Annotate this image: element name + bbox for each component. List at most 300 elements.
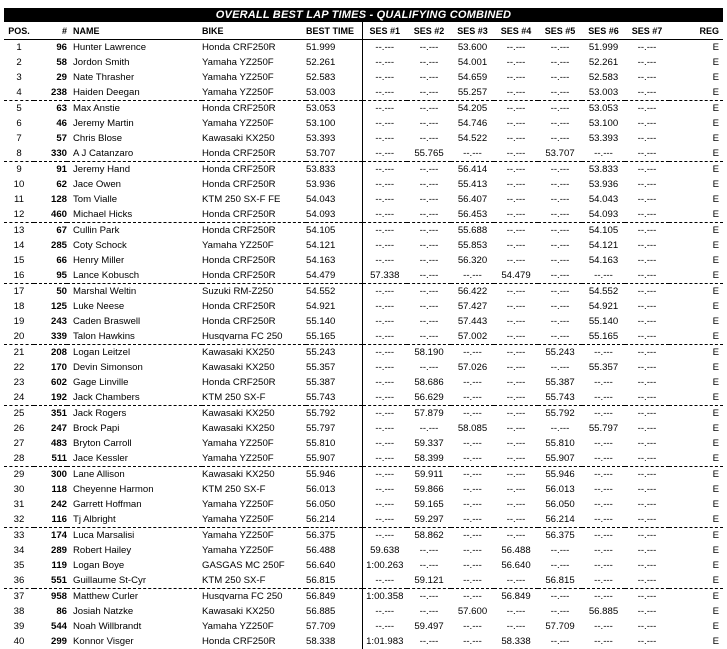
reg-cell: E (712, 545, 719, 556)
ses2-cell: --.--- (419, 179, 439, 190)
name-cell: Cullin Park (73, 225, 120, 236)
ses4-cell: --.--- (506, 194, 526, 205)
best-time-cell: 52.261 (306, 57, 336, 68)
ses1-cell: --.--- (362, 116, 407, 131)
ses6-cell: --.--- (582, 451, 625, 467)
ses7-cell: --.--- (637, 72, 657, 83)
best-time-cell: 53.003 (306, 85, 362, 101)
col-header-ses4: SES #4 (494, 22, 538, 40)
ses7-cell: --.--- (625, 451, 669, 467)
ses1-cell: --.--- (362, 619, 407, 634)
ses3-cell: 56.407 (457, 194, 488, 205)
ses3-cell: --.--- (463, 438, 482, 449)
ses2-cell: --.--- (419, 240, 439, 251)
ses4-cell: --.--- (506, 57, 526, 68)
ses6-cell: 53.393 (588, 133, 619, 144)
table-row (4, 268, 723, 284)
reg-cell: E (712, 591, 719, 602)
table-row (4, 619, 723, 634)
ses4-cell: --.--- (506, 408, 526, 419)
bike-cell: Honda CRF250R (202, 42, 276, 53)
ses4-cell: 58.338 (501, 636, 531, 647)
bike-cell: Yamaha YZ250F (202, 512, 306, 528)
ses4-cell: --.--- (506, 316, 526, 327)
best-time-cell: 54.093 (306, 207, 362, 223)
ses6-cell: --.--- (594, 560, 613, 571)
ses7-cell: --.--- (637, 316, 657, 327)
table-row (4, 573, 723, 589)
ses2-cell: --.--- (419, 164, 439, 175)
bike-cell: Honda CRF250R (202, 301, 276, 312)
ses1-cell: --.--- (362, 375, 407, 390)
best-time-cell: 52.583 (306, 72, 336, 83)
number-cell: 339 (34, 329, 67, 345)
number-cell: 86 (56, 606, 67, 617)
number-cell: 285 (50, 240, 67, 251)
number-cell: 330 (34, 146, 67, 162)
best-time-cell: 56.885 (306, 606, 336, 617)
bike-cell: Yamaha YZ250F (202, 240, 274, 251)
best-time-cell: 56.050 (306, 499, 336, 510)
ses5-cell: --.--- (550, 133, 570, 144)
ses3-cell: --.--- (463, 636, 482, 647)
number-cell: 50 (56, 286, 67, 297)
ses3-cell: 55.853 (457, 240, 488, 251)
ses5-cell: 57.709 (545, 621, 575, 632)
col-header-name: NAME (67, 22, 202, 40)
ses2-cell: 59.337 (414, 438, 444, 449)
ses2-cell: --.--- (407, 268, 451, 284)
number-cell: 602 (50, 377, 67, 388)
ses4-cell: --.--- (506, 530, 526, 541)
ses4-cell: --.--- (494, 146, 538, 162)
table-row (4, 421, 723, 436)
results-body (4, 40, 723, 649)
bike-cell: Yamaha YZ250F (202, 72, 274, 83)
pos-cell: 1 (16, 42, 22, 53)
ses7-cell: --.--- (637, 42, 657, 53)
reg-cell: E (712, 469, 719, 480)
table-row (4, 207, 723, 223)
col-header-pos: POS. (4, 22, 34, 40)
ses4-cell: --.--- (506, 225, 526, 236)
ses7-cell: --.--- (625, 85, 669, 101)
ses5-cell: --.--- (550, 423, 570, 434)
ses6-cell: 54.093 (582, 207, 625, 223)
ses3-cell: 53.600 (457, 42, 488, 53)
pos-cell: 10 (13, 179, 25, 190)
results-table (4, 22, 723, 649)
pos-cell: 3 (16, 72, 22, 83)
bike-cell: Honda CRF250R (202, 179, 276, 190)
ses1-cell: --.--- (362, 390, 407, 406)
ses2-cell: 59.297 (407, 512, 451, 528)
ses4-cell: --.--- (494, 451, 538, 467)
table-row (4, 192, 723, 207)
ses3-cell: 54.001 (457, 57, 488, 68)
ses2-cell: 59.165 (414, 499, 444, 510)
ses2-cell: --.--- (419, 118, 439, 129)
ses7-cell: --.--- (637, 621, 657, 632)
ses7-cell: --.--- (637, 591, 657, 602)
best-time-cell: 53.100 (306, 118, 336, 129)
ses6-cell: --.--- (582, 146, 625, 162)
ses5-cell: --.--- (538, 268, 582, 284)
table-row (4, 131, 723, 146)
table-row (4, 497, 723, 512)
ses2-cell: 59.121 (407, 573, 451, 589)
pos-cell: 34 (13, 545, 25, 556)
ses2-cell: 58.862 (414, 530, 444, 541)
table-row (4, 40, 723, 56)
col-header-ses3: SES #3 (451, 22, 494, 40)
name-cell: Jordon Smith (73, 57, 130, 68)
col-header-bike: BIKE (202, 22, 306, 40)
ses3-cell: --.--- (463, 347, 482, 358)
name-cell: Devin Simonson (73, 362, 143, 373)
number-cell: 243 (50, 316, 67, 327)
ses1-cell: --.--- (362, 70, 407, 85)
best-time-cell: 53.707 (306, 146, 362, 162)
ses6-cell: 55.165 (582, 329, 625, 345)
ses4-cell: 56.488 (501, 545, 531, 556)
reg-cell: E (712, 164, 719, 175)
best-time-cell: 55.907 (306, 451, 362, 467)
bike-cell: Honda CRF250R (202, 225, 276, 236)
number-cell: 958 (50, 591, 67, 602)
ses4-cell: --.--- (506, 301, 526, 312)
ses1-cell: --.--- (362, 192, 407, 207)
ses3-cell: 57.600 (457, 606, 488, 617)
pos-cell: 28 (4, 451, 34, 467)
ses1-cell: --.--- (362, 421, 407, 436)
results-sheet (4, 0, 723, 649)
table-row (4, 482, 723, 497)
table-row (4, 85, 723, 101)
number-cell: 128 (50, 194, 67, 205)
bike-cell: GASGAS MC 250F (202, 560, 285, 571)
ses3-cell: --.--- (451, 390, 494, 406)
bike-cell: Honda CRF250R (202, 103, 276, 114)
best-time-cell: 55.797 (306, 423, 336, 434)
ses7-cell: --.--- (637, 484, 657, 495)
reg-cell: E (712, 72, 719, 83)
ses7-cell: --.--- (637, 362, 657, 373)
ses6-cell: 55.140 (588, 316, 619, 327)
number-cell: 174 (50, 530, 67, 541)
name-cell: Max Anstie (73, 103, 120, 114)
pos-cell: 23 (13, 377, 25, 388)
number-cell: 242 (50, 499, 67, 510)
ses1-cell: --.--- (362, 284, 407, 300)
ses4-cell: --.--- (506, 423, 526, 434)
ses5-cell: --.--- (550, 560, 570, 571)
best-time-cell: 54.121 (306, 240, 336, 251)
ses1-cell: --.--- (362, 436, 407, 451)
ses2-cell: --.--- (419, 255, 439, 266)
pos-cell: 6 (16, 118, 22, 129)
ses5-cell: --.--- (550, 636, 570, 647)
ses4-cell: --.--- (494, 390, 538, 406)
name-cell: Haiden Deegan (67, 85, 202, 101)
col-header-ses7: SES #7 (625, 22, 669, 40)
ses7-cell: --.--- (637, 423, 657, 434)
ses7-cell: --.--- (637, 469, 657, 480)
pos-cell: 26 (13, 423, 25, 434)
pos-cell: 12 (4, 207, 34, 223)
pos-cell: 35 (13, 560, 25, 571)
table-row (4, 390, 723, 406)
ses6-cell: 53.053 (588, 103, 619, 114)
ses6-cell: 54.921 (588, 301, 619, 312)
ses4-cell: --.--- (506, 606, 526, 617)
number-cell: 96 (56, 42, 67, 53)
ses1-cell: --.--- (362, 482, 407, 497)
name-cell: Nate Thrasher (73, 72, 135, 83)
ses1-cell: --.--- (362, 101, 407, 117)
ses3-cell: 55.688 (457, 225, 488, 236)
ses5-cell: 56.050 (545, 499, 575, 510)
name-cell: Coty Schock (73, 240, 127, 251)
ses2-cell: 58.686 (414, 377, 444, 388)
name-cell: Logan Boye (73, 560, 125, 571)
name-cell: Jack Rogers (73, 408, 127, 419)
name-cell: Noah Willbrandt (73, 621, 142, 632)
reg-cell: E (712, 560, 719, 571)
ses1-cell: --.--- (362, 299, 407, 314)
name-cell: Brock Papi (73, 423, 120, 434)
ses5-cell: --.--- (550, 591, 570, 602)
number-cell: 57 (56, 133, 67, 144)
report-title: OVERALL BEST LAP TIMES - QUALIFYING COMBINED (4, 8, 723, 22)
ses1-cell: --.--- (362, 146, 407, 162)
ses2-cell: --.--- (419, 423, 439, 434)
name-cell: Chris Blose (73, 133, 123, 144)
number-cell: 170 (50, 362, 67, 373)
name-cell: Tj Albright (67, 512, 202, 528)
ses4-cell: --.--- (506, 255, 526, 266)
ses6-cell: --.--- (594, 499, 613, 510)
ses6-cell: --.--- (594, 636, 613, 647)
table-row (4, 406, 723, 422)
reg-cell: E (669, 512, 723, 528)
name-cell: Gage Linville (73, 377, 129, 388)
ses7-cell: --.--- (637, 240, 657, 251)
bike-cell: Honda CRF250R (202, 207, 306, 223)
table-row (4, 299, 723, 314)
ses2-cell: 58.190 (414, 347, 444, 358)
pos-cell: 37 (13, 591, 25, 602)
number-cell: 63 (56, 103, 67, 114)
pos-cell: 16 (4, 268, 34, 284)
ses3-cell: 54.205 (457, 103, 488, 114)
ses2-cell: --.--- (407, 207, 451, 223)
reg-cell: E (712, 606, 719, 617)
ses3-cell: 54.522 (457, 133, 488, 144)
ses4-cell: --.--- (506, 469, 526, 480)
table-row (4, 604, 723, 619)
pos-cell: 36 (4, 573, 34, 589)
ses4-cell: --.--- (506, 499, 526, 510)
table-row (4, 238, 723, 253)
ses3-cell: 55.257 (451, 85, 494, 101)
bike-cell: Honda CRF250R (202, 316, 276, 327)
best-time-cell: 55.165 (306, 329, 362, 345)
reg-cell: E (712, 621, 719, 632)
reg-cell: E (712, 194, 719, 205)
bike-cell: Yamaha YZ250F (202, 451, 306, 467)
ses2-cell: --.--- (419, 194, 439, 205)
ses2-cell: --.--- (419, 42, 439, 53)
number-cell: 46 (56, 118, 67, 129)
ses5-cell: --.--- (550, 57, 570, 68)
reg-cell: E (669, 451, 723, 467)
name-cell: Cheyenne Harmon (73, 484, 154, 495)
col-header-best-time: BEST TIME (306, 22, 362, 40)
ses5-cell: --.--- (538, 207, 582, 223)
ses1-cell: 59.638 (362, 543, 407, 558)
table-row (4, 451, 723, 467)
pos-cell: 13 (13, 225, 25, 236)
reg-cell: E (712, 316, 719, 327)
best-time-cell: 56.013 (306, 484, 336, 495)
ses3-cell: 57.443 (457, 316, 488, 327)
name-cell: Michael Hicks (67, 207, 202, 223)
ses3-cell: --.--- (451, 146, 494, 162)
ses4-cell: --.--- (494, 573, 538, 589)
name-cell: Luca Marsalisi (73, 530, 135, 541)
table-row (4, 467, 723, 483)
pos-cell: 27 (13, 438, 25, 449)
ses6-cell: 53.100 (588, 118, 619, 129)
ses7-cell: --.--- (637, 57, 657, 68)
bike-cell: Kawasaki KX250 (202, 469, 275, 480)
name-cell: Jace Owen (73, 179, 121, 190)
reg-cell: E (712, 377, 719, 388)
ses4-cell: --.--- (506, 72, 526, 83)
ses6-cell: 56.885 (588, 606, 619, 617)
bike-cell: Honda CRF250R (202, 636, 276, 647)
best-time-cell: 56.640 (306, 560, 336, 571)
ses5-cell: --.--- (550, 286, 570, 297)
col-header-number: # (34, 22, 67, 40)
ses2-cell: --.--- (419, 57, 439, 68)
table-row (4, 329, 723, 345)
pos-cell: 25 (13, 408, 25, 419)
ses5-cell: 55.946 (545, 469, 575, 480)
name-cell: Jeremy Hand (73, 164, 131, 175)
ses4-cell: 56.640 (501, 560, 531, 571)
best-time-cell: 55.810 (306, 438, 336, 449)
ses5-cell: 55.810 (545, 438, 575, 449)
number-cell: 289 (50, 545, 67, 556)
bike-cell: Yamaha YZ250F (202, 621, 274, 632)
reg-cell: E (712, 438, 719, 449)
ses7-cell: --.--- (637, 118, 657, 129)
ses6-cell: 54.121 (588, 240, 619, 251)
name-cell: Logan Leitzel (73, 347, 131, 358)
ses3-cell: 58.085 (457, 423, 488, 434)
ses6-cell: 52.261 (588, 57, 619, 68)
ses7-cell: --.--- (625, 146, 669, 162)
ses1-cell: --.--- (362, 223, 407, 239)
ses7-cell: --.--- (625, 390, 669, 406)
table-row (4, 314, 723, 329)
ses3-cell: --.--- (463, 484, 482, 495)
reg-cell: E (712, 103, 719, 114)
number-cell: 62 (56, 179, 67, 190)
ses6-cell: 54.163 (588, 255, 619, 266)
ses3-cell: --.--- (463, 469, 482, 480)
ses4-cell: --.--- (506, 621, 526, 632)
ses4-cell: --.--- (506, 133, 526, 144)
ses4-cell: 54.479 (494, 268, 538, 284)
ses6-cell: --.--- (582, 573, 625, 589)
name-cell: Guillaume St-Cyr (67, 573, 202, 589)
ses4-cell: --.--- (506, 118, 526, 129)
best-time-cell: 54.163 (306, 255, 336, 266)
pos-cell: 29 (13, 469, 25, 480)
ses6-cell: --.--- (594, 484, 613, 495)
ses5-cell: --.--- (550, 362, 570, 373)
pos-cell: 24 (4, 390, 34, 406)
ses6-cell: --.--- (594, 469, 613, 480)
ses4-cell: --.--- (506, 240, 526, 251)
pos-cell: 33 (13, 530, 25, 541)
bike-cell: Kawasaki KX250 (202, 423, 275, 434)
table-row (4, 223, 723, 239)
ses5-cell: 55.792 (545, 408, 575, 419)
number-cell: 29 (56, 72, 67, 83)
number-cell: 91 (56, 164, 67, 175)
bike-cell: Suzuki RM-Z250 (202, 286, 274, 297)
name-cell: Bryton Carroll (73, 438, 132, 449)
number-cell: 118 (51, 484, 67, 495)
ses5-cell: 56.214 (538, 512, 582, 528)
ses2-cell: --.--- (419, 133, 439, 144)
ses3-cell: 56.414 (457, 164, 488, 175)
ses6-cell: 54.105 (588, 225, 619, 236)
reg-cell: E (712, 42, 719, 53)
table-row (4, 436, 723, 451)
table-row (4, 345, 723, 361)
ses4-cell: --.--- (506, 377, 526, 388)
ses6-cell: --.--- (582, 512, 625, 528)
ses4-cell: --.--- (506, 484, 526, 495)
ses5-cell: --.--- (550, 164, 570, 175)
ses5-cell: --.--- (550, 301, 570, 312)
pos-cell: 11 (14, 194, 24, 205)
bike-cell: Yamaha YZ250F (202, 438, 274, 449)
number-cell: 511 (34, 451, 67, 467)
ses5-cell: --.--- (550, 225, 570, 236)
table-row (4, 360, 723, 375)
name-cell: Konnor Visger (73, 636, 134, 647)
table-row (4, 70, 723, 85)
reg-cell: E (712, 499, 719, 510)
ses5-cell: 55.243 (545, 347, 575, 358)
pos-cell: 20 (4, 329, 34, 345)
reg-cell: E (712, 133, 719, 144)
number-cell: 483 (50, 438, 67, 449)
ses3-cell: 54.746 (457, 118, 488, 129)
reg-cell: E (669, 207, 723, 223)
name-cell: Marshal Weltin (73, 286, 137, 297)
ses1-cell: --.--- (362, 40, 407, 56)
best-time-cell: 56.214 (306, 512, 362, 528)
ses2-cell: --.--- (419, 545, 439, 556)
reg-cell: E (712, 362, 719, 373)
